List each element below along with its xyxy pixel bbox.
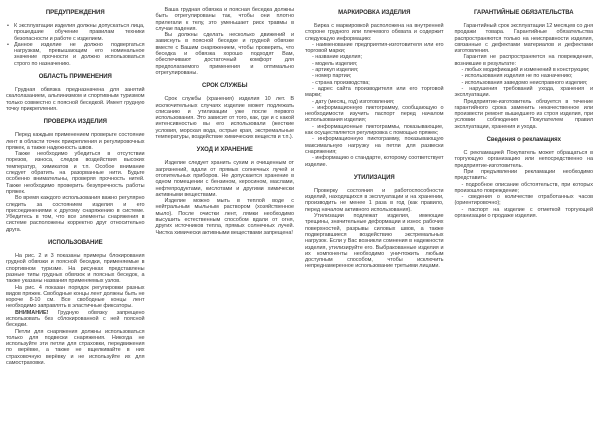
list-item: - страна производства; — [312, 79, 370, 86]
paragraph: С рекламацией Покупатель может обращаться в торгующую организацию или непосредственно на предприятие-изготовитель. — [454, 150, 593, 169]
paragraph: Гарантия не распространяется на повреждения, возникшие в результате: — [454, 54, 593, 67]
column-1 — [6, 7, 145, 366]
section-heading: ГАРАНТИЙНЫЕ ОБЯЗАТЕЛЬСТВА — [473, 10, 574, 16]
list-item: - сведения о количестве отработанных часов (ориентировочно); — [454, 194, 593, 207]
list-item: - номер партии; — [312, 73, 352, 80]
bullet-marker-icon: • — [7, 41, 9, 48]
paragraph: Также необходимо убедиться в отсутствии порезов, износа, следов воздействия высоких температур, химикатов и т.п. Особое внимание следует обратить на разорванные нити. Будьте особенно внимательны, проверяя прочность нитей. Также необходимо проверить безупречность работы пряжек. — [6, 151, 145, 195]
paragraph: Петли для снаряжения должны использоваться только для подвески снаряжения. Никогда не используйте эти петли для страховки, передвижения по верёвке, а также не вщелкивайте в них страховочную верёвку и не используйте их для самостраховки. — [6, 328, 145, 367]
list-item: - дату (месяц, год) изготовления; — [312, 98, 395, 105]
list-item: - паспорт на изделие с отметкой торгующей организации о продаже изделия. — [454, 206, 593, 220]
section-heading: СРОК СЛУЖБЫ — [202, 83, 248, 90]
section-heading: ОБЛАСТЬ ПРИМЕНЕНИЯ — [38, 74, 112, 81]
list-item: - адрес сайта производителя или его торговой марки; — [305, 85, 444, 99]
paragraph: Вы должны сделать несколько движений и зависнуть в поясной беседке и грудной обвязке вместе с Вашим снаряжением, чтобы проверить, что беседка и обвязка хорошо подходят Вам, обеспечивают достаточный комфорт для предполагаемого применения и оптимально отрегулированы. — [155, 32, 294, 76]
list-item: - нарушения требований ухода, хранения и эксплуатации. — [454, 85, 593, 99]
paragraph: На рис. 4 показан порядок регулировки разных видов пряжек. Свободные концы лент должны быть не короче 8-10 см. Все свободные концы лент необходимо заправлять в эластичные фиксаторы. — [6, 284, 145, 310]
list-item: - любых модификаций и изменений в конструкции; — [461, 67, 590, 74]
paragraph: При предъявлении рекламации необходимо представить: — [454, 168, 593, 182]
bullet-marker-icon: • — [7, 23, 9, 29]
list-item: - наименование предприятия-изготовителя или его торговой марки; — [305, 41, 444, 55]
list-item: - информационную пиктограмму, сообщающую о необходимости изучить паспорт перед началом использования изделия; — [305, 104, 444, 124]
section-heading: УХОД И ХРАНЕНИЕ — [196, 147, 253, 154]
bullet-item: • Данное изделие не должно подвергаться нагрузкам, превышающим его номинальное значение прочности и должно использоваться строго по назначению. — [7, 41, 145, 67]
paragraph: Перед каждым применением проверьте состояние лент в области точек прикрепления и регулировочных пряжек, а также надежность швов. — [6, 132, 145, 151]
paragraph: Изделие следует хранить сухим и очищенным от загрязнений, вдали от прямых солнечных лучей и отопительных приборов. Не допускается хранение в одном помещении с бензином, керосином, маслами, нефтепродуктами, кислотами и другими химически активными веществами. — [155, 160, 294, 198]
paragraph: Ваша грудная обвязка и поясная беседка должны быть отрегулированы так, чтобы они плотно прилегали к телу, это уменьшает риск травмы в случае падения. — [155, 7, 294, 32]
list-item: - использования заведомо неисправного изделия; — [461, 79, 588, 86]
paragraph: На рис. 2 и 3 показаны примеры блокирования грудной обвязки и поясной беседки, применяемые в спортивном туризме. На рисунках представлены разные типы грудных обвязок и поясных беседок, а также указаны названия применяемых узлов. — [6, 253, 145, 285]
list-item: - информационную пиктограмму, показывающую максимальную нагрузку на петли для развески снаряжения; — [305, 136, 444, 155]
paragraph: Предприятие-изготовитель обязуется в течение гарантийного срока заменить некачественное или произвести ремонт вышедшего из строя изделия, при условии соблюдения Покупателем правил эксплуатации, хранения и ухода. — [454, 98, 593, 130]
paragraph: ВНИМАНИЕ! Грудную обвязку запрещено использовать без сблокированной с ней поясной беседки. — [6, 309, 145, 329]
paragraph: Бирка с маркировкой расположена на внутренней стороне грудного или плечевого обхвата и содержит следующую информацию: — [305, 23, 444, 42]
paragraph: Изделие можно мыть в теплой воде с нейтральным мыльным раствором (хозяйственное мыло). После очистки лент, лямки необходимо высушить естественным способом вдали от огня, других источников тепла, прямых солнечных лучей. Чистка химически активными веществами запрещена! — [155, 198, 294, 236]
column-4 — [455, 7, 594, 366]
list-item: - артикул изделия; — [312, 67, 359, 74]
section-subheading: Сведения о рекламациях — [486, 137, 561, 144]
paragraph: Срок службы (хранения) изделия 10 лет. В исключительных случаях изделие может подлежать списанию и утилизации уже после первого использования. Это зависит от того, как, где и с какой интенсивностью вы его использовали (жесткие условия, морская вода, острые края, экстремальные температуры, воздействие химических веществ и т.п.). — [155, 96, 294, 141]
section-heading: ПРЕДУПРЕЖДЕНИЯ — [45, 10, 105, 16]
paragraph: Во время каждого использования важно регулярно следить за состоянием изделия и его присоединениями к другому снаряжению в системе. Убедитесь в том, что все элементы снаряжения в системе расположены корректно друг относительно друга. — [6, 195, 145, 233]
section-heading: УТИЛИЗАЦИЯ — [353, 174, 395, 181]
paragraph: Проверку состояния и работоспособности изделий, находящихся в эксплуатации и на хранении, производить не менее 1 раза в год (как правило, перед началом активного использования). — [305, 187, 444, 213]
paragraph: Утилизации подлежат изделия, имеющие трещины, значительные деформации и износ рабочих поверхностей, разрывы силовых швов, а также подвергавшиеся воздействию экстремальных нагрузок. Если у Вас возникли сомнения в надежности изделия, утилизируйте его. Выбракованные изделия и их компоненты необходимо уничтожить любым доступным способом, чтобы исключить непреднамеренное использование третьими лицами. — [305, 213, 444, 270]
list-item: - информацию о стандарте, которому соответствует изделие. — [305, 155, 444, 168]
section-heading: ИСПОЛЬЗОВАНИЕ — [47, 240, 103, 247]
column-2 — [156, 7, 295, 366]
column-3 — [305, 7, 444, 366]
bullet-item: • К эксплуатации изделия должны допускаться лица, прошедшие обучение правилам техники безопасности и работе с изделием. — [7, 23, 145, 42]
attention-label: ВНИМАНИЕ! — [15, 309, 58, 316]
list-item: - подробное описание обстоятельств, при которых произошло повреждение; — [454, 181, 593, 194]
paragraph: Гарантийный срок эксплуатации 12 месяцев со дня продажи товара. Гарантийные обязательства распространяются только на неисправности изделия, связанные с дефектами материалов и дефектами изготовления. — [454, 23, 593, 55]
list-item: - информационные пиктограммы, показывающие, как осуществляется регулировка с помощью пряжек; — [305, 123, 444, 137]
section-heading: МАРКИРОВКА ИЗДЕЛИЯ — [338, 10, 411, 16]
list-item: - модель изделия; — [312, 60, 358, 67]
list-item: - название изделия; — [312, 54, 362, 61]
paragraph: Грудная обвязка предназначена для занятий скалолазанием, альпинизмом и спортивным туризмом только совместно с поясной беседкой. Имеет грудную точку прикрепления. — [6, 87, 145, 112]
list-item: - использования изделия не по назначению; — [461, 73, 573, 80]
section-heading: ПРОВЕРКА ИЗДЕЛИЯ — [43, 119, 107, 126]
